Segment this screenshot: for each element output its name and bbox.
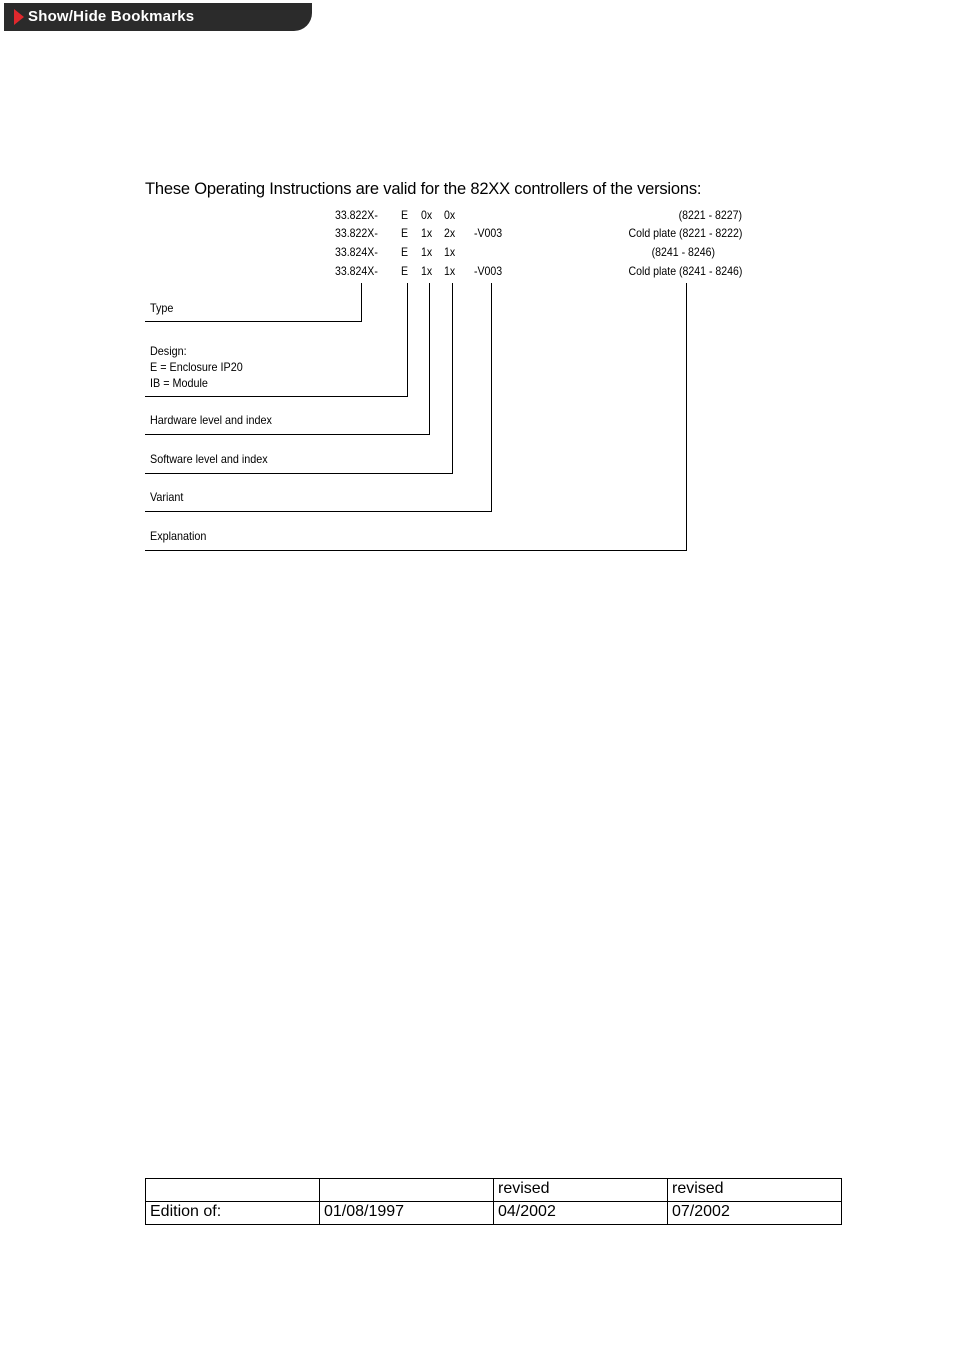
version-design: E [401,245,409,259]
hardware-connector [429,283,430,435]
table-cell: revised [668,1179,842,1202]
table-row [146,1179,842,1202]
version-hw: 1x [421,245,433,259]
version-type: 33.822X- [335,208,378,222]
legend-explanation: Explanation [150,529,207,543]
version-explanation: Cold plate (8241 - 8246) [628,264,742,278]
table-row [146,1202,842,1225]
design-underline [145,396,408,397]
version-explanation: (8241 - 8246) [651,245,715,259]
version-design: E [401,226,409,240]
table-cell: 01/08/1997 [320,1202,494,1225]
version-design: E [401,264,409,278]
variant-connector [491,283,492,512]
version-variant: -V003 [474,264,503,278]
version-type: 33.824X- [335,245,378,259]
table-cell [320,1179,494,1202]
version-hw: 1x [421,226,433,240]
legend-design-title: Design: [150,344,187,358]
legend-design-ib: IB = Module [150,376,208,390]
table-cell [146,1179,320,1202]
software-connector [452,283,453,474]
table-cell: revised [494,1179,668,1202]
legend-hardware: Hardware level and index [150,413,272,427]
intro-text: These Operating Instructions are valid for the 82XX controllers of the versions: [145,180,702,198]
type-connector [361,283,362,322]
version-sw: 1x [444,264,456,278]
type-underline [145,321,362,322]
version-design: E [401,208,409,222]
software-underline [145,473,453,474]
version-type: 33.824X- [335,264,378,278]
version-sw: 2x [444,226,456,240]
version-hw: 0x [421,208,433,222]
arrow-right-icon [14,9,24,25]
bookmarks-label: Show/Hide Bookmarks [28,8,195,25]
explanation-underline [145,550,687,551]
table-cell: 04/2002 [494,1202,668,1225]
table-cell: Edition of: [146,1202,320,1225]
legend-design-e: E = Enclosure IP20 [150,360,243,374]
legend-type: Type [150,301,174,315]
version-explanation: (8221 - 8227) [678,208,742,222]
version-sw: 1x [444,245,456,259]
edition-table [145,1178,842,1225]
legend-software: Software level and index [150,452,268,466]
version-hw: 1x [421,264,433,278]
version-variant: -V003 [474,226,503,240]
show-hide-bookmarks-button[interactable] [4,3,312,31]
version-type: 33.822X- [335,226,378,240]
hardware-underline [145,434,430,435]
table-cell: 07/2002 [668,1202,842,1225]
version-explanation: Cold plate (8221 - 8222) [628,226,742,240]
legend-variant: Variant [150,490,184,504]
explanation-connector [686,283,687,551]
version-sw: 0x [444,208,456,222]
design-connector [407,283,408,397]
variant-underline [145,511,492,512]
